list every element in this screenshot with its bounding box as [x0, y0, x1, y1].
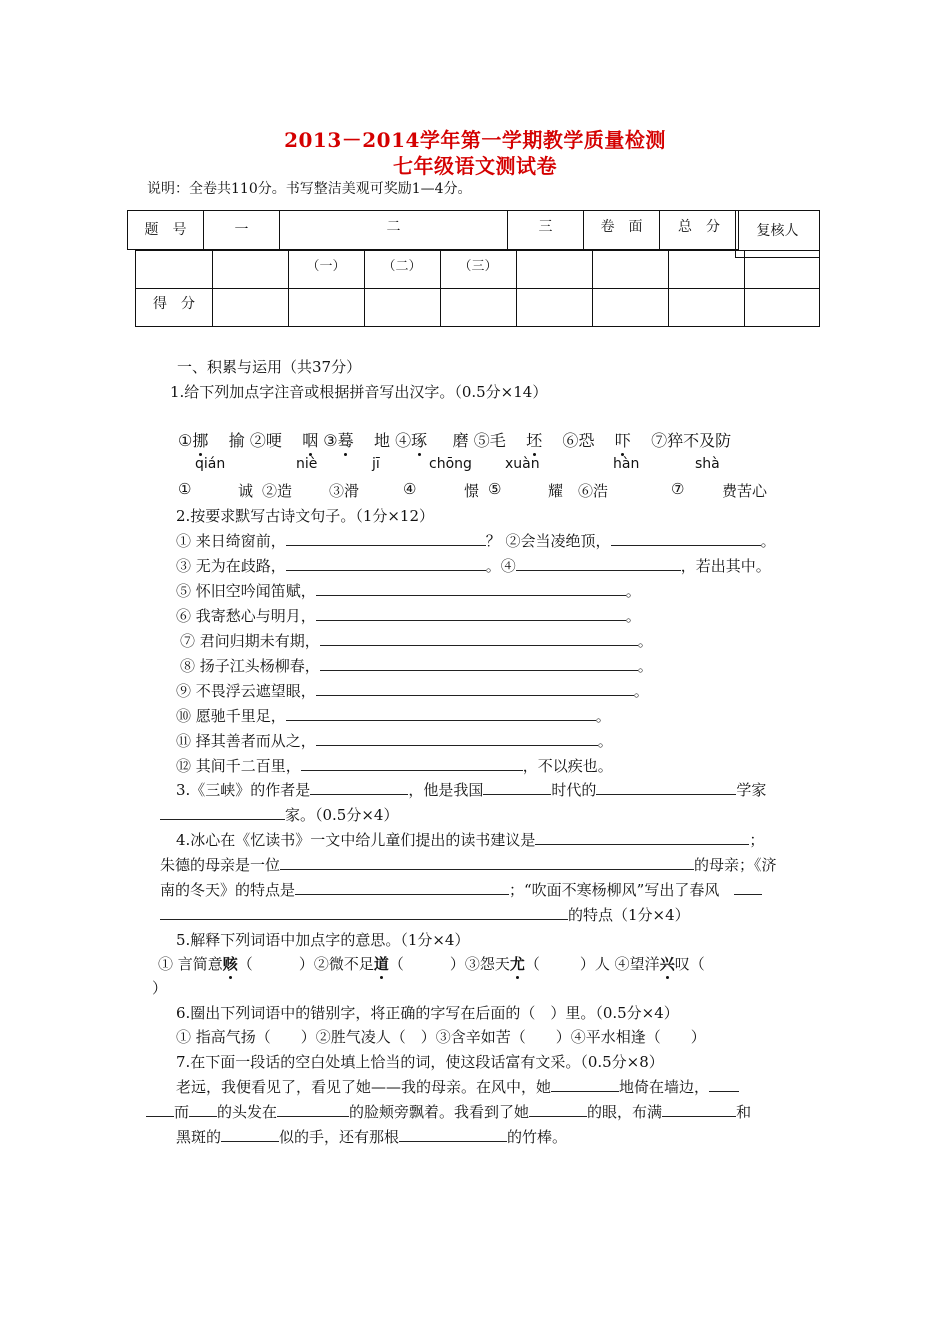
table-col-1: 一	[204, 211, 280, 249]
q2-line-12: ⑫ 其间千二百里， ，不以疾也。	[176, 757, 613, 775]
q2-line-10: ⑩ 愿驰千里足， 。	[176, 707, 611, 725]
q3-line-1: 3.《三峡》的作者是 ，他是我国 时代的 学家	[176, 781, 767, 799]
q1-word-6: ⑥浩	[578, 482, 609, 500]
q1-word-4: 憬	[464, 482, 480, 500]
q1-word-2: ②造	[262, 482, 293, 500]
q1-stem: 1.给下列加点字注音或根据拼音写出汉字。（0.5分×14）	[170, 383, 548, 401]
q1-pinyin-1: qián	[195, 456, 226, 472]
q3-line-2: 家。（0.5分×4）	[160, 804, 398, 825]
table-col-number: 题 号	[128, 211, 204, 249]
q2-line-6: ⑥ 我寄愁心与明月， 。	[176, 607, 641, 625]
q1-word-5n: ⑤	[488, 480, 502, 498]
table-reviewer: 复核人	[735, 210, 820, 258]
q5-stem: 5.解释下列词语中加点字的意思。（1分×4）	[176, 931, 470, 949]
q2-line-2: ③ 无为在歧路， 。④ ，若出其中。	[176, 557, 771, 575]
q1-pinyin-5: xuàn	[505, 456, 540, 472]
score-row-label: 得 分	[153, 296, 195, 312]
sub-col-2: （二）	[382, 259, 422, 274]
score-table-body	[135, 250, 820, 327]
q1-word-4n: ④	[403, 480, 417, 498]
score-table-header	[127, 210, 739, 250]
q2-line-5: ⑤ 怀旧空吟闻笛赋， 。	[176, 582, 641, 600]
q1-pinyin-7: shà	[695, 456, 720, 472]
exam-note: 说明：全卷共110分。书写整洁美观可奖励1—4分。	[147, 181, 472, 197]
q2-stem: 2.按要求默写古诗文句子。（1分×12）	[176, 507, 435, 525]
q1-pinyin-6: hàn	[613, 456, 640, 472]
section-heading: 一、积累与运用（共37分）	[177, 358, 362, 376]
q2-line-1: ① 来日绮窗前， ？ ②会当凌绝顶， 。	[176, 532, 776, 550]
exam-title: 2013－2014学年第一学期教学质量检测	[284, 128, 666, 152]
table-col-3: 三	[508, 211, 584, 249]
q7-stem: 7.在下面一段话的空白处填上恰当的词，使这段话富有文采。（0.5分×8）	[176, 1053, 664, 1071]
q4-line-4: 的特点（1分×4）	[160, 904, 690, 925]
table-col-2: 二	[280, 211, 508, 249]
q1-pinyin-2: niè	[296, 456, 318, 472]
q7-line-3: 黑斑的 似的手，还有那根 的竹棒。	[176, 1128, 568, 1146]
q4-line-1: 4.冰心在《忆读书》一文中给儿童们提出的读书建议是 ；	[176, 831, 765, 849]
q4-line-3: 南的冬天》的特点是 ；“吹面不寒杨柳风”写出了春风	[160, 879, 762, 900]
q1-word-7n: ⑦	[671, 480, 685, 498]
q5-items: ① 言简意赅（ ）②微不足道（ ）③怨天尤（ ）人 ④望洋兴叹（	[158, 955, 705, 973]
table-col-total: 总 分	[678, 219, 720, 235]
q6-items: ① 指高气扬（ ）②胜气凌人（ ）③含辛如苦（ ）④平水相逢（ ）	[176, 1028, 706, 1046]
q6-stem: 6.圈出下列词语中的错别字，将正确的字写在后面的（ ）里。（0.5分×4）	[176, 1004, 679, 1022]
q1-pinyin-4: chōng	[429, 456, 472, 472]
q7-line-1: 老远，我便看见了，看见了她——我的母亲。在风中，她 地倚在墙边，	[176, 1076, 739, 1097]
table-col-neatness: 卷 面	[584, 211, 660, 249]
q2-line-9: ⑨ 不畏浮云遮望眼， 。	[176, 682, 649, 700]
q1-word-row-1: ①	[178, 480, 192, 498]
q1-pinyin-3: jī	[372, 456, 380, 472]
q1-word-7: 费苦心	[722, 482, 768, 500]
q2-line-8: ⑧ 扬子江头杨柳春， 。	[180, 657, 653, 675]
sub-col-3: （三）	[458, 259, 498, 274]
q5-close: ）	[152, 979, 168, 997]
q4-line-2: 朱德的母亲是一位 的母亲；《济	[160, 856, 777, 874]
q1-word-3: ③滑	[329, 482, 360, 500]
q1-char-row: ①挪 揄 ②哽 咽 ③蓦 地 ④琢 磨 ⑤毛 坯 ⑥恐 吓 ⑦猝不及防	[178, 428, 731, 451]
q2-line-7: ⑦ 君问归期未有期， 。	[180, 632, 653, 650]
q1-word-5: 耀	[548, 482, 564, 500]
exam-subtitle: 七年级语文测试卷	[393, 154, 557, 178]
q2-line-11: ⑪ 择其善者而从之， 。	[176, 732, 613, 750]
sub-col-1: （一）	[306, 259, 346, 274]
q7-line-2: 而 的头发在 的脸颊旁飘着。我看到了她 的眼，布满 和	[146, 1101, 751, 1122]
q1-word-1: 诚	[238, 482, 254, 500]
